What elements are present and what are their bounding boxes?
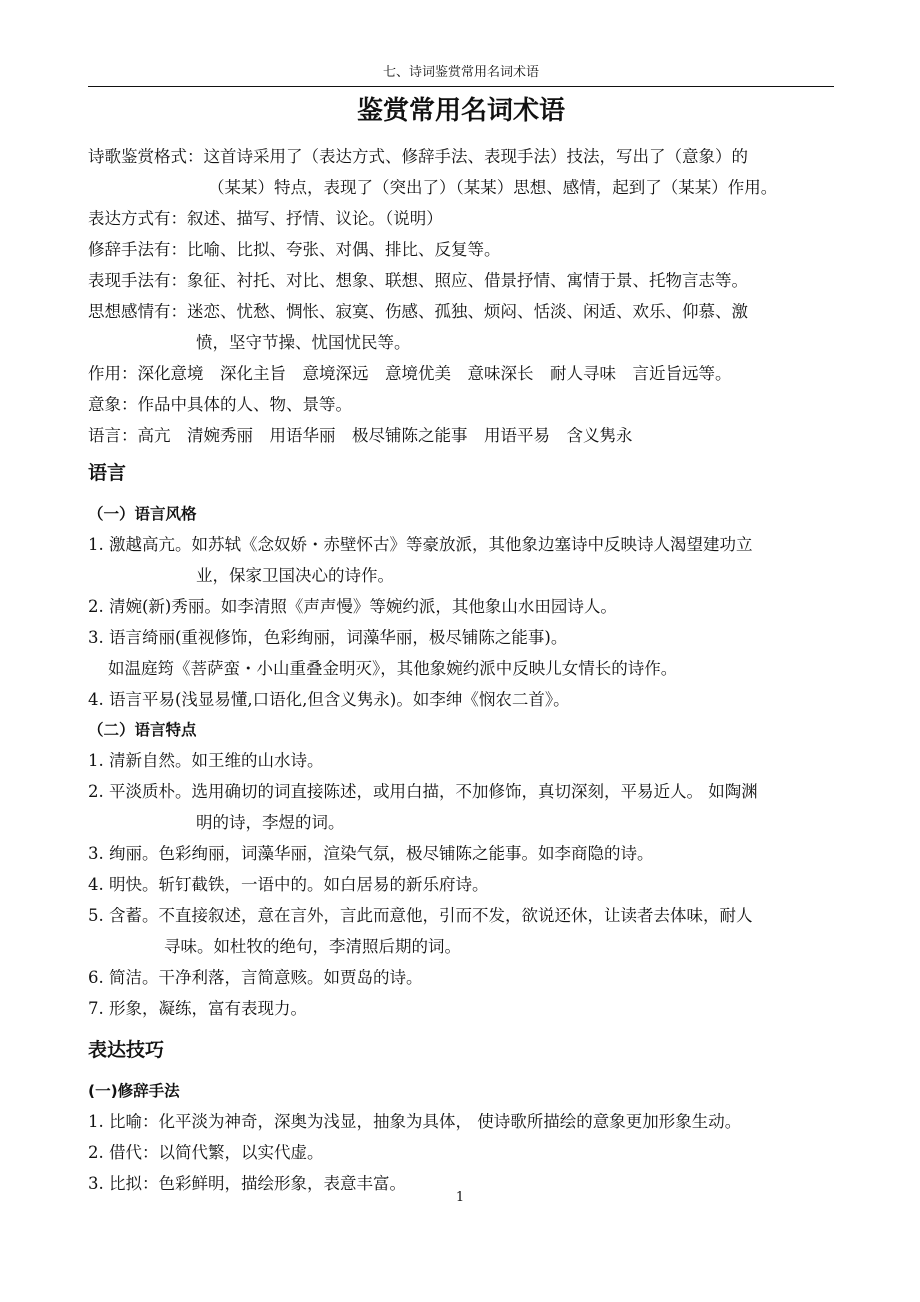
list-item-cont: 明的诗，李煜的词。 — [196, 813, 345, 832]
list-item: 4. 明快。斩钉截铁，一语中的。如白居易的新乐府诗。 — [88, 875, 489, 894]
subheading-style: （一）语言风格 — [88, 505, 197, 523]
format-line: 诗歌鉴赏格式：这首诗采用了（表达方式、修辞手法、表现手法）技法，写出了（意象）的 — [88, 147, 748, 166]
technique-line: 表现手法有：象征、衬托、对比、想象、联想、照应、借景抒情、寓情于景、托物言志等。 — [88, 271, 748, 290]
rhetoric-line: 修辞手法有：比喻、比拟、夸张、对偶、排比、反复等。 — [88, 240, 501, 259]
list-item: 1. 比喻：化平淡为神奇，深奥为浅显，抽象为具体， 使诗歌所描绘的意象更加形象生动。 — [88, 1112, 742, 1131]
list-item-cont: 如温庭筠《菩萨蛮・小山重叠金明灭》，其他象婉约派中反映儿女情长的诗作。 — [108, 659, 678, 678]
page-title: 鉴赏常用名词术语 — [356, 96, 565, 126]
expression-line: 表达方式有：叙述、描写、抒情、议论。（说明） — [88, 209, 443, 228]
language-line: 语言：高亢 清婉秀丽 用语华丽 极尽铺陈之能事 用语平易 含义隽永 — [88, 426, 633, 445]
subheading-rhetoric: (一)修辞手法 — [88, 1082, 180, 1100]
list-item: 2. 平淡质朴。选用确切的词直接陈述，或用白描，不加修饰，真切深刻，平易近人。 如陶渊 — [88, 782, 758, 801]
emotion-line-cont: 愤，坚守节操、忧国忧民等。 — [196, 333, 411, 352]
section-heading-technique: 表达技巧 — [88, 1039, 165, 1061]
emotion-line: 思想感情有：迷恋、忧愁、惆怅、寂寞、伤感、孤独、烦闷、恬淡、闲适、欢乐、仰慕、激 — [88, 302, 748, 321]
list-item: 5. 含蓄。不直接叙述，意在言外，言此而意他，引而不发，欲说还休，让读者去体味，耐人 — [88, 906, 753, 925]
list-item-cont: 寻味。如杜牧的绝句，李清照后期的词。 — [164, 937, 461, 956]
list-item: 3. 语言绮丽(重视修饰，色彩绚丽，词藻华丽，极尽铺陈之能事)。 — [88, 628, 568, 647]
list-item: 3. 绚丽。色彩绚丽，词藻华丽，渲染气氛，极尽铺陈之能事。如李商隐的诗。 — [88, 844, 654, 863]
list-item: 3. 比拟：色彩鲜明，描绘形象，表意丰富。 — [88, 1174, 406, 1193]
imagery-line: 意象：作品中具体的人、物、景等。 — [88, 395, 352, 414]
list-item: 2. 借代：以简代繁，以实代虚。 — [88, 1143, 324, 1162]
effect-line: 作用：深化意境 深化主旨 意境深远 意境优美 意味深长 耐人寻味 言近旨远等。 — [88, 364, 732, 383]
running-header: 七、诗词鉴赏常用名词术语 — [382, 65, 539, 80]
list-item-cont: 业，保家卫国决心的诗作。 — [196, 566, 394, 585]
section-heading-language: 语言 — [88, 462, 127, 484]
list-item: 1. 清新自然。如王维的山水诗。 — [88, 751, 324, 770]
list-item: 7. 形象，凝练，富有表现力。 — [88, 999, 307, 1018]
document-body — [88, 141, 838, 1199]
list-item: 1. 激越高亢。如苏轼《念奴娇・赤壁怀古》等豪放派，其他象边塞诗中反映诗人渴望建功立 — [88, 535, 753, 554]
header-divider — [88, 86, 834, 87]
page-number: 1 — [455, 1190, 465, 1205]
list-item: 4. 语言平易(浅显易懂,口语化,但含义隽永)。如李绅《悯农二首》。 — [88, 690, 570, 709]
list-item: 6. 简洁。干净利落，言简意赅。如贾岛的诗。 — [88, 968, 423, 987]
subheading-features: （二）语言特点 — [88, 721, 197, 739]
format-line-cont: （某某）特点，表现了（突出了）（某某）思想、感情，起到了（某某）作用。 — [208, 178, 778, 197]
list-item: 2. 清婉(新)秀丽。如李清照《声声慢》等婉约派，其他象山水田园诗人。 — [88, 597, 617, 616]
